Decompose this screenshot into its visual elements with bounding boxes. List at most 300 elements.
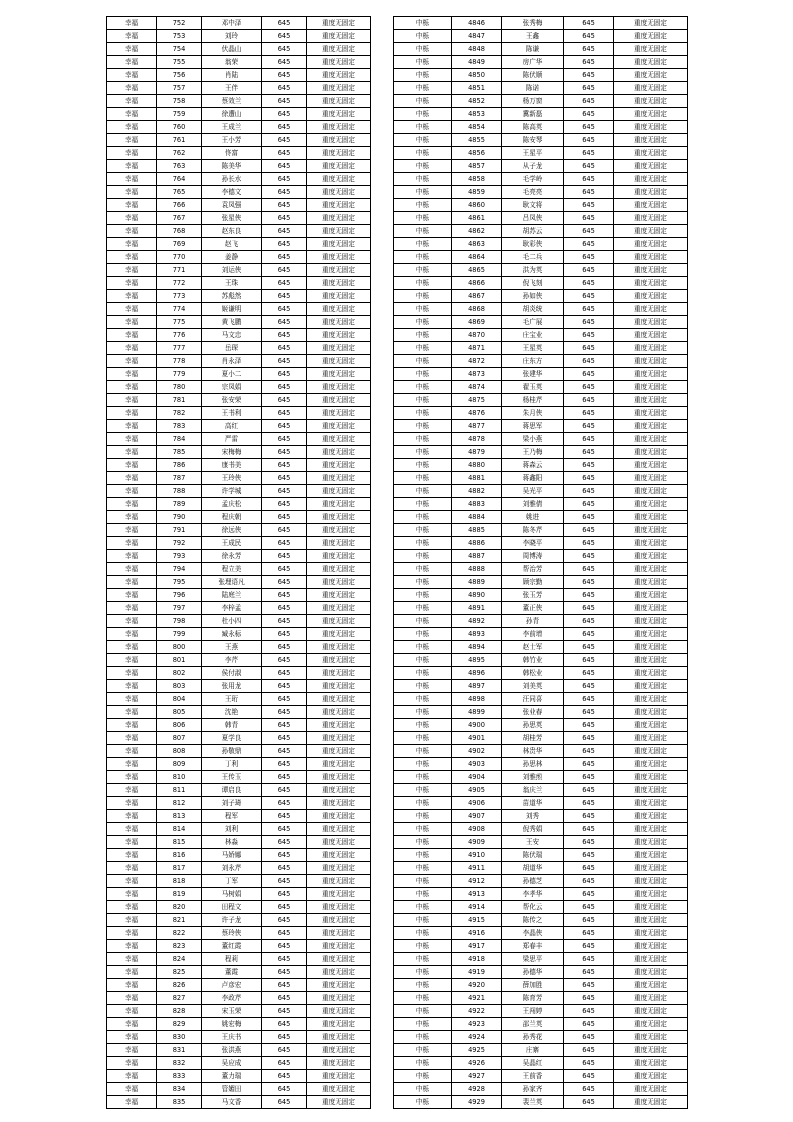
status-cell: 重度无固定: [614, 940, 688, 953]
town-cell: 幸福: [107, 992, 157, 1005]
town-cell: 幸福: [107, 407, 157, 420]
score-cell: 645: [564, 316, 614, 329]
id-cell: 764: [157, 173, 202, 186]
score-cell: 645: [262, 277, 307, 290]
town-cell: 中栎: [394, 992, 452, 1005]
name-cell: 康书美: [202, 459, 262, 472]
score-cell: 645: [262, 316, 307, 329]
id-cell: 805: [157, 706, 202, 719]
town-cell: 中栎: [394, 121, 452, 134]
status-cell: 重度无固定: [307, 927, 371, 940]
town-cell: 幸福: [107, 433, 157, 446]
name-cell: 姜静: [202, 251, 262, 264]
town-cell: 中栎: [394, 56, 452, 69]
id-cell: 4914: [452, 901, 502, 914]
id-cell: 4881: [452, 472, 502, 485]
table-row: [107, 1096, 371, 1109]
name-cell: 王书利: [202, 407, 262, 420]
table-row: [107, 446, 371, 459]
table-row: [394, 537, 688, 550]
town-cell: 中栎: [394, 381, 452, 394]
name-cell: 陈冬芹: [502, 524, 564, 537]
status-cell: 重度无固定: [307, 251, 371, 264]
status-cell: 重度无固定: [614, 693, 688, 706]
table-row: [394, 1005, 688, 1018]
score-cell: 645: [564, 732, 614, 745]
id-cell: 811: [157, 784, 202, 797]
table-row: [394, 1083, 688, 1096]
score-cell: 645: [262, 1070, 307, 1083]
id-cell: 824: [157, 953, 202, 966]
table-row: [394, 199, 688, 212]
name-cell: 赵士军: [502, 641, 564, 654]
town-cell: 中栎: [394, 966, 452, 979]
status-cell: 重度无固定: [614, 914, 688, 927]
town-cell: 幸福: [107, 251, 157, 264]
table-row: [394, 160, 688, 173]
id-cell: 4918: [452, 953, 502, 966]
table-row: [107, 1005, 371, 1018]
name-cell: 董力瑞: [202, 1070, 262, 1083]
name-cell: 姚宏梅: [202, 1018, 262, 1031]
table-row: [107, 667, 371, 680]
table-row: [107, 602, 371, 615]
score-cell: 645: [564, 134, 614, 147]
status-cell: 重度无固定: [307, 1031, 371, 1044]
name-cell: 帮治芳: [502, 563, 564, 576]
id-cell: 788: [157, 485, 202, 498]
town-cell: 幸福: [107, 290, 157, 303]
table-row: [394, 875, 688, 888]
town-cell: 中栎: [394, 628, 452, 641]
town-cell: 幸福: [107, 17, 157, 30]
status-cell: 重度无固定: [614, 1096, 688, 1109]
town-cell: 幸福: [107, 849, 157, 862]
table-row: [394, 914, 688, 927]
table-row: [394, 329, 688, 342]
name-cell: 邓中泽: [202, 17, 262, 30]
id-cell: 4894: [452, 641, 502, 654]
id-cell: 4910: [452, 849, 502, 862]
score-cell: 645: [262, 355, 307, 368]
id-cell: 4872: [452, 355, 502, 368]
id-cell: 831: [157, 1044, 202, 1057]
score-cell: 645: [564, 1044, 614, 1057]
town-cell: 中栎: [394, 823, 452, 836]
id-cell: 813: [157, 810, 202, 823]
town-cell: 幸福: [107, 706, 157, 719]
status-cell: 重度无固定: [614, 992, 688, 1005]
score-cell: 645: [262, 1057, 307, 1070]
score-cell: 645: [262, 901, 307, 914]
name-cell: 汪同喜: [502, 693, 564, 706]
id-cell: 773: [157, 290, 202, 303]
score-cell: 645: [262, 134, 307, 147]
table-row: [107, 251, 371, 264]
id-cell: 834: [157, 1083, 202, 1096]
status-cell: 重度无固定: [307, 30, 371, 43]
score-cell: 645: [262, 706, 307, 719]
id-cell: 4868: [452, 303, 502, 316]
table-row: [394, 680, 688, 693]
status-cell: 重度无固定: [614, 290, 688, 303]
status-cell: 重度无固定: [307, 277, 371, 290]
table-row: [394, 225, 688, 238]
score-cell: 645: [564, 602, 614, 615]
name-cell: 周博涛: [502, 550, 564, 563]
score-cell: 645: [262, 992, 307, 1005]
id-cell: 4875: [452, 394, 502, 407]
table-row: [107, 862, 371, 875]
id-cell: 786: [157, 459, 202, 472]
status-cell: 重度无固定: [307, 1018, 371, 1031]
status-cell: 重度无固定: [614, 862, 688, 875]
status-cell: 重度无固定: [614, 212, 688, 225]
name-cell: 庄宝业: [502, 329, 564, 342]
name-cell: 刘子琦: [202, 797, 262, 810]
status-cell: 重度无固定: [614, 394, 688, 407]
name-cell: 庄寨: [502, 1044, 564, 1057]
table-row: [394, 966, 688, 979]
name-cell: 李孝华: [502, 888, 564, 901]
status-cell: 重度无固定: [307, 992, 371, 1005]
table-row: [107, 537, 371, 550]
status-cell: 重度无固定: [307, 706, 371, 719]
score-cell: 645: [262, 82, 307, 95]
town-cell: 幸福: [107, 615, 157, 628]
id-cell: 4928: [452, 1083, 502, 1096]
town-cell: 幸福: [107, 199, 157, 212]
town-cell: 中栎: [394, 485, 452, 498]
score-cell: 645: [564, 693, 614, 706]
score-cell: 645: [262, 225, 307, 238]
name-cell: 夏学良: [202, 732, 262, 745]
score-cell: 645: [564, 953, 614, 966]
town-cell: 幸福: [107, 1031, 157, 1044]
status-cell: 重度无固定: [614, 17, 688, 30]
table-row: [107, 615, 371, 628]
score-cell: 645: [262, 485, 307, 498]
score-cell: 645: [262, 953, 307, 966]
name-cell: 蔡效兰: [202, 95, 262, 108]
status-cell: 重度无固定: [307, 953, 371, 966]
table-row: [394, 381, 688, 394]
score-cell: 645: [564, 966, 614, 979]
id-cell: 4907: [452, 810, 502, 823]
status-cell: 重度无固定: [614, 654, 688, 667]
name-cell: 王乃梅: [502, 446, 564, 459]
table-row: [107, 121, 371, 134]
town-cell: 幸福: [107, 810, 157, 823]
score-cell: 645: [564, 524, 614, 537]
name-cell: 赵东良: [202, 225, 262, 238]
status-cell: 重度无固定: [614, 134, 688, 147]
id-cell: 4919: [452, 966, 502, 979]
id-cell: 766: [157, 199, 202, 212]
name-cell: 陈高英: [502, 121, 564, 134]
id-cell: 806: [157, 719, 202, 732]
id-cell: 802: [157, 667, 202, 680]
status-cell: 重度无固定: [614, 732, 688, 745]
table-row: [107, 979, 371, 992]
town-cell: 中栎: [394, 17, 452, 30]
town-cell: 幸福: [107, 186, 157, 199]
town-cell: 中栎: [394, 511, 452, 524]
status-cell: 重度无固定: [614, 43, 688, 56]
town-cell: 中栎: [394, 1070, 452, 1083]
status-cell: 重度无固定: [307, 459, 371, 472]
status-cell: 重度无固定: [307, 563, 371, 576]
score-cell: 645: [262, 693, 307, 706]
score-cell: 645: [262, 797, 307, 810]
status-cell: 重度无固定: [307, 147, 371, 160]
name-cell: 丁利: [202, 758, 262, 771]
table-row: [107, 1018, 371, 1031]
score-cell: 645: [262, 498, 307, 511]
table-row: [107, 420, 371, 433]
table-row: [394, 862, 688, 875]
town-cell: 幸福: [107, 953, 157, 966]
id-cell: 807: [157, 732, 202, 745]
table-row: [107, 355, 371, 368]
table-row: [394, 173, 688, 186]
town-cell: 幸福: [107, 69, 157, 82]
name-cell: 王玲侠: [202, 472, 262, 485]
id-cell: 779: [157, 368, 202, 381]
name-cell: 宋梅梅: [202, 446, 262, 459]
name-cell: 胡桂芳: [502, 732, 564, 745]
town-cell: 幸福: [107, 329, 157, 342]
id-cell: 756: [157, 69, 202, 82]
id-cell: 4859: [452, 186, 502, 199]
status-cell: 重度无固定: [614, 771, 688, 784]
table-row: [394, 446, 688, 459]
id-cell: 835: [157, 1096, 202, 1109]
name-cell: 蒋森云: [502, 459, 564, 472]
score-cell: 645: [564, 420, 614, 433]
id-cell: 4878: [452, 433, 502, 446]
table-row: [107, 732, 371, 745]
table-row: [107, 706, 371, 719]
name-cell: 徐遭山: [202, 108, 262, 121]
status-cell: 重度无固定: [614, 927, 688, 940]
table-row: [107, 1083, 371, 1096]
name-cell: 马娇娜: [202, 849, 262, 862]
score-cell: 645: [262, 251, 307, 264]
status-cell: 重度无固定: [307, 511, 371, 524]
town-cell: 幸福: [107, 940, 157, 953]
score-cell: 645: [262, 810, 307, 823]
score-cell: 645: [564, 69, 614, 82]
id-cell: 4895: [452, 654, 502, 667]
name-cell: 陈育芳: [502, 992, 564, 1005]
score-cell: 645: [262, 43, 307, 56]
town-cell: 幸福: [107, 212, 157, 225]
name-cell: 伏晶山: [202, 43, 262, 56]
id-cell: 809: [157, 758, 202, 771]
score-cell: 645: [262, 1018, 307, 1031]
id-cell: 828: [157, 1005, 202, 1018]
town-cell: 中栎: [394, 199, 452, 212]
name-cell: 丁军: [202, 875, 262, 888]
town-cell: 中栎: [394, 953, 452, 966]
table-row: [107, 95, 371, 108]
status-cell: 重度无固定: [307, 82, 371, 95]
name-cell: 陆庭兰: [202, 589, 262, 602]
town-cell: 中栎: [394, 498, 452, 511]
table-row: [394, 953, 688, 966]
score-cell: 645: [564, 355, 614, 368]
name-cell: 蔡玲侠: [202, 927, 262, 940]
status-cell: 重度无固定: [307, 875, 371, 888]
table-row: [394, 589, 688, 602]
table-row: [107, 550, 371, 563]
score-cell: 645: [564, 836, 614, 849]
score-cell: 645: [564, 706, 614, 719]
status-cell: 重度无固定: [307, 849, 371, 862]
name-cell: 陈安琴: [502, 134, 564, 147]
id-cell: 4903: [452, 758, 502, 771]
town-cell: 幸福: [107, 862, 157, 875]
name-cell: 张理语凡: [202, 576, 262, 589]
score-cell: 645: [262, 602, 307, 615]
name-cell: 高红: [202, 420, 262, 433]
id-cell: 796: [157, 589, 202, 602]
table-row: [107, 888, 371, 901]
town-cell: 中栎: [394, 693, 452, 706]
score-cell: 645: [564, 30, 614, 43]
left-roster-body: [107, 17, 371, 1109]
score-cell: 645: [564, 563, 614, 576]
score-cell: 645: [564, 498, 614, 511]
table-row: [107, 1070, 371, 1083]
score-cell: 645: [262, 1044, 307, 1057]
status-cell: 重度无固定: [307, 160, 371, 173]
table-row: [107, 953, 371, 966]
town-cell: 幸福: [107, 693, 157, 706]
id-cell: 4893: [452, 628, 502, 641]
town-cell: 幸福: [107, 576, 157, 589]
id-cell: 800: [157, 641, 202, 654]
name-cell: 王星平: [502, 147, 564, 160]
status-cell: 重度无固定: [614, 1005, 688, 1018]
score-cell: 645: [564, 147, 614, 160]
status-cell: 重度无固定: [614, 836, 688, 849]
score-cell: 645: [262, 420, 307, 433]
table-row: [107, 160, 371, 173]
id-cell: 4929: [452, 1096, 502, 1109]
town-cell: 幸福: [107, 355, 157, 368]
town-cell: 中栎: [394, 563, 452, 576]
status-cell: 重度无固定: [307, 1057, 371, 1070]
town-cell: 中栎: [394, 589, 452, 602]
table-row: [394, 316, 688, 329]
status-cell: 重度无固定: [614, 95, 688, 108]
town-cell: 幸福: [107, 56, 157, 69]
status-cell: 重度无固定: [614, 446, 688, 459]
table-row: [394, 485, 688, 498]
town-cell: 幸福: [107, 420, 157, 433]
table-row: [394, 758, 688, 771]
status-cell: 重度无固定: [307, 212, 371, 225]
name-cell: 吴光平: [502, 485, 564, 498]
score-cell: 645: [262, 576, 307, 589]
table-row: [394, 823, 688, 836]
town-cell: 幸福: [107, 472, 157, 485]
score-cell: 645: [564, 1083, 614, 1096]
table-row: [107, 927, 371, 940]
score-cell: 645: [564, 784, 614, 797]
town-cell: 中栎: [394, 1083, 452, 1096]
status-cell: 重度无固定: [307, 355, 371, 368]
town-cell: 中栎: [394, 641, 452, 654]
status-cell: 重度无固定: [614, 1018, 688, 1031]
id-cell: 778: [157, 355, 202, 368]
table-row: [394, 498, 688, 511]
id-cell: 797: [157, 602, 202, 615]
name-cell: 刘美英: [502, 680, 564, 693]
id-cell: 4916: [452, 927, 502, 940]
name-cell: 张用龙: [202, 680, 262, 693]
town-cell: 幸福: [107, 1070, 157, 1083]
status-cell: 重度无固定: [614, 1044, 688, 1057]
score-cell: 645: [564, 745, 614, 758]
score-cell: 645: [564, 511, 614, 524]
name-cell: 臧永标: [202, 628, 262, 641]
name-cell: 李政芹: [202, 992, 262, 1005]
score-cell: 645: [262, 446, 307, 459]
town-cell: 幸福: [107, 1005, 157, 1018]
score-cell: 645: [262, 550, 307, 563]
name-cell: 宗凤娟: [202, 381, 262, 394]
name-cell: 毛亮亮: [502, 186, 564, 199]
id-cell: 810: [157, 771, 202, 784]
id-cell: 4922: [452, 1005, 502, 1018]
id-cell: 765: [157, 186, 202, 199]
status-cell: 重度无固定: [307, 1083, 371, 1096]
name-cell: 洪为英: [502, 264, 564, 277]
id-cell: 4913: [452, 888, 502, 901]
score-cell: 645: [564, 615, 614, 628]
status-cell: 重度无固定: [614, 251, 688, 264]
id-cell: 758: [157, 95, 202, 108]
table-row: [394, 433, 688, 446]
table-row: [394, 212, 688, 225]
status-cell: 重度无固定: [614, 979, 688, 992]
table-row: [107, 940, 371, 953]
score-cell: 645: [564, 797, 614, 810]
name-cell: 徐永芳: [202, 550, 262, 563]
status-cell: 重度无固定: [307, 368, 371, 381]
table-row: [394, 108, 688, 121]
score-cell: 645: [564, 225, 614, 238]
status-cell: 重度无固定: [307, 862, 371, 875]
score-cell: 645: [564, 862, 614, 875]
status-cell: 重度无固定: [614, 758, 688, 771]
town-cell: 幸福: [107, 654, 157, 667]
score-cell: 645: [262, 238, 307, 251]
name-cell: 郑春丰: [502, 940, 564, 953]
score-cell: 645: [262, 1096, 307, 1109]
score-cell: 645: [564, 82, 614, 95]
town-cell: 中栎: [394, 875, 452, 888]
town-cell: 幸福: [107, 95, 157, 108]
table-row: [107, 875, 371, 888]
score-cell: 645: [564, 121, 614, 134]
score-cell: 645: [262, 745, 307, 758]
id-cell: 787: [157, 472, 202, 485]
name-cell: 吴应成: [202, 1057, 262, 1070]
